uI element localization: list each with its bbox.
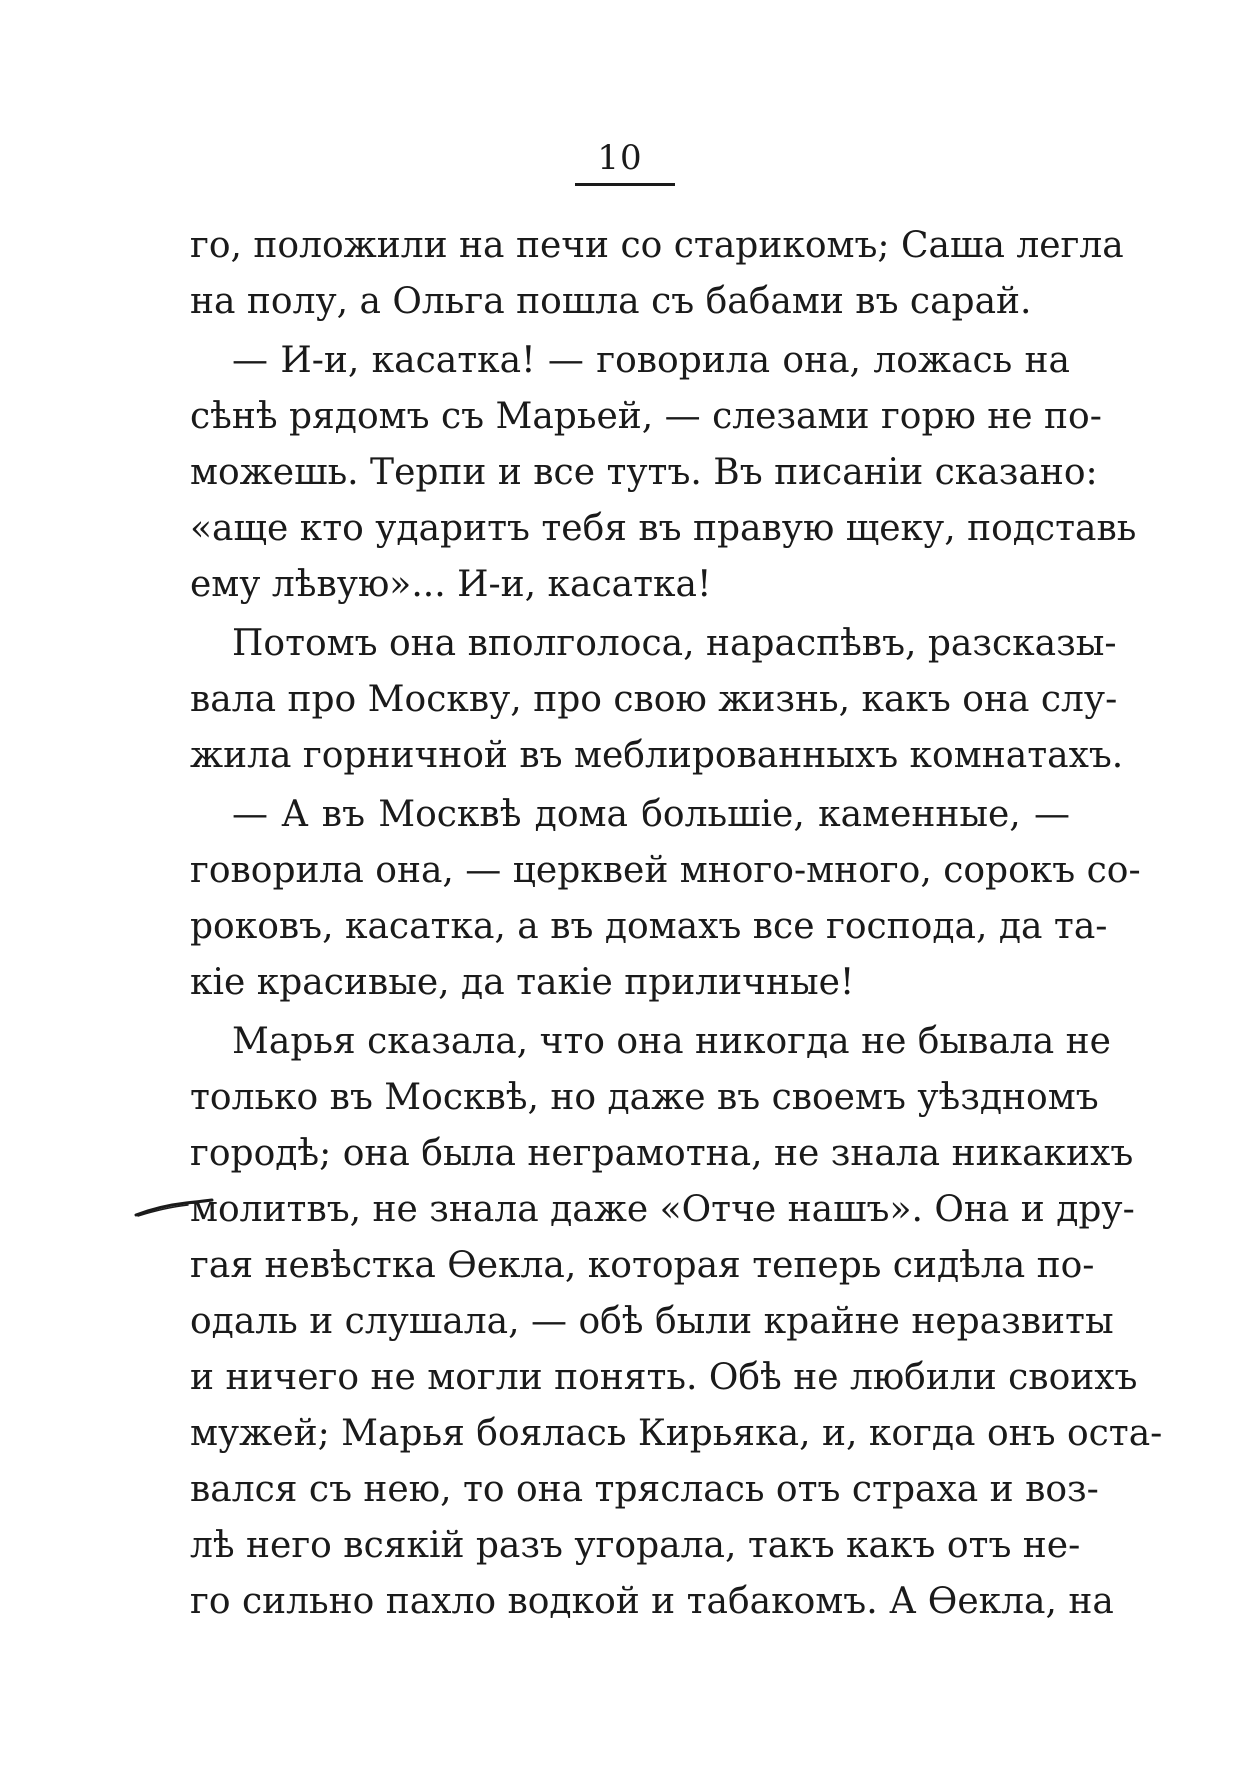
text-line: го сильно пахло водкой и табакомъ. А Ѳекла, на	[190, 1581, 1114, 1622]
text-line: на полу, а Ольга пошла съ бабами въ сарай.	[190, 281, 1032, 322]
text-line: «аще кто ударитъ тебя въ правую щеку, подставь	[190, 508, 1137, 549]
text-line: Потомъ она вполголоса, нараспѣвъ, разсказы-	[232, 623, 1117, 664]
text-line: одаль и слушала, — обѣ были крайне неразвиты	[190, 1301, 1114, 1342]
text-line: кiе красивые, да такiе приличные!	[190, 962, 855, 1003]
pen-mark-icon	[134, 1195, 214, 1219]
text-line: жила горничной въ меблированныхъ комнатахъ.	[190, 735, 1124, 776]
text-line: ему лѣвую»... И-и, касатка!	[190, 564, 712, 605]
text-line: роковъ, касатка, а въ домахъ все господа, да та-	[190, 906, 1108, 947]
text-line: — А въ Москвѣ дома большiе, каменные, —	[232, 794, 1070, 835]
text-line: городѣ; она была неграмотна, не знала никакихъ	[190, 1133, 1134, 1174]
text-line: сѣнѣ рядомъ съ Марьей, — слезами горю не по-	[190, 396, 1102, 437]
text-line: можешь. Терпи и все тутъ. Въ писанiи сказано:	[190, 452, 1098, 493]
text-line: вался съ нею, то она тряслась отъ страха и воз-	[190, 1469, 1099, 1510]
text-line: молитвъ, не знала даже «Отче нашъ». Она и дру-	[190, 1189, 1135, 1230]
page-number: 10	[597, 138, 643, 178]
text-line: и ничего не могли понять. Обѣ не любили своихъ	[190, 1357, 1138, 1398]
text-line: только въ Москвѣ, но даже въ своемъ уѣздномъ	[190, 1077, 1099, 1118]
text-line: говорила она, — церквей много-много, сорокъ со-	[190, 850, 1141, 891]
text-line: гая невѣстка Ѳекла, которая теперь сидѣла по-	[190, 1245, 1095, 1286]
page-number-rule	[575, 183, 675, 186]
text-line: лѣ него всякiй разъ угорала, такъ какъ отъ не-	[190, 1525, 1081, 1566]
text-line: мужей; Марья боялась Кирьяка, и, когда онъ оста-	[190, 1413, 1163, 1454]
text-line: — И-и, касатка! — говорила она, ложась на	[232, 340, 1070, 381]
text-line: вала про Москву, про свою жизнь, какъ она слу-	[190, 679, 1118, 720]
text-line: го, положили на печи со старикомъ; Саша легла	[190, 225, 1124, 266]
text-line: Марья сказала, что она никогда не бывала не	[232, 1021, 1111, 1062]
